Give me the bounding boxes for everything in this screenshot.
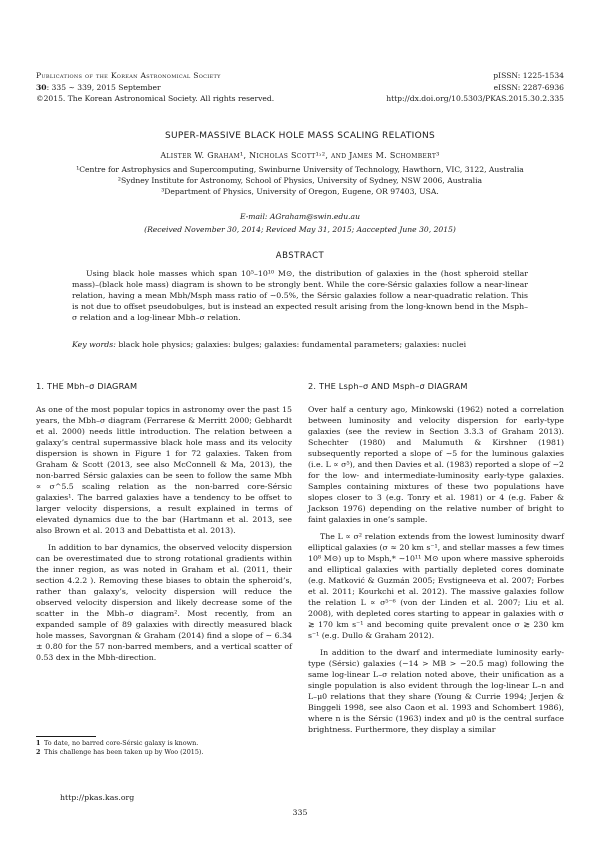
paper-title: SUPER-MASSIVE BLACK HOLE MASS SCALING RELATIONS xyxy=(164,131,436,141)
eissn: eISSN: 2287-6936 xyxy=(493,82,564,92)
affiliation-2: ²Sydney Institute for Astronomy, School of Physics, University of Sydney, NSW 2006, Australia xyxy=(117,176,483,185)
received-dates: (Received November 30, 2014; Reviced May 31, 2015; Aaccepted June 30, 2015) xyxy=(144,225,456,234)
keywords-text: black hole physics; galaxies: bulges; galaxies: fundamental parameters; galaxies: nuclei xyxy=(118,340,467,349)
affiliation-3: ³Department of Physics, University of Oregon, Eugene, OR 97403, USA. xyxy=(161,187,439,196)
footnote-1-text: To date, no barred core-Sérsic galaxy is known. xyxy=(44,739,199,747)
section-1-paragraph-2: In addition to bar dynamics, the observed velocity dispersion can be overestimated due to strong rotational gradients within the inner region, as was noted in Graham et al. (2011, their section 4.2.2 ). Removing these biases to obtain the spheroid’s, rather than galaxy’s, velocity dispersion will reduce the observed velocity dispersion and likely decrease some of the scatter in the Mbh–σ diagram². Most recently, from an expanded sample of 89 galaxies with directly measured black hole masses, Savorgnan & Graham (2014) find a slope of ∼ 6.34 ± 0.80 for the 57 non-barred members, and a vertical scatter of 0.53 dex in the Mbh-direction. xyxy=(36,543,292,662)
section-2-paragraph-3: In addition to the dwarf and intermediate luminosity early-type (Sérsic) galaxies (−14 > MB > −20.5 mag) following the same log-linear L–σ relation noted above, their unification as a single population is also evident through the log-linear L–n and L–μ0 relations that they share (Young & Currie 1994; Jerjen & Binggeli 1998, see also Caon et al. 1993 and Schombert 1986), where n is the Sérsic (1963) index and μ0 is the central surface brightness. Furthermore, they display a similar xyxy=(308,648,564,734)
footnote-2-text: This challenge has been taken up by Woo (2015). xyxy=(44,747,204,756)
journal-volume xyxy=(36,82,274,94)
affiliations xyxy=(0,164,600,197)
abstract-heading: ABSTRACT xyxy=(275,251,325,261)
footnote-2-number: 2 xyxy=(36,747,41,756)
email: E-mail: AGraham@swin.edu.au xyxy=(240,212,360,221)
footnote-1 xyxy=(36,739,292,748)
left-column xyxy=(36,381,292,669)
section-1-heading: 1. THE Mbh–σ DIAGRAM xyxy=(36,381,138,391)
volume-number: 30 xyxy=(36,82,47,92)
section-2-heading: 2. THE Lsph–σ AND Msph–σ DIAGRAM xyxy=(308,381,468,391)
journal-header xyxy=(36,70,274,105)
abstract-text: Using black hole masses which span 10⁵–10¹⁰ M⊙, the distribution of galaxies in the (host spheroid stellar mass)–(black hole mass) diagram is shown to be strongly bent. While the core-Sérsic galaxies follow a near-linear relation, having a mean Mbh/Msph mass ratio of ∼0.5%, the Sérsic galaxies follow a near-quadratic relation. This is not due to offset pseudobulges, but is instead an expected result arising from the long-known bend in the Msph–σ relation and a log-linear Mbh–σ relation. xyxy=(72,269,528,323)
footnote-rule xyxy=(36,736,96,737)
pissn: pISSN: 1225-1534 xyxy=(493,71,564,80)
issn-header xyxy=(386,70,564,105)
footnote-1-number: 1 xyxy=(36,739,41,747)
volume-pages: : 335 ∼ 339, 2015 September xyxy=(46,82,161,92)
affiliation-1: ¹Centre for Astrophysics and Supercomputing, Swinburne University of Technology, Hawthorn, VIC, 3122, Australia xyxy=(76,165,524,174)
right-column xyxy=(308,381,564,741)
page-number: 335 xyxy=(292,808,308,817)
copyright: ©2015. The Korean Astronomical Society. All rights reserved. xyxy=(36,94,275,104)
journal-name: Publications of the Korean Astronomical Society xyxy=(36,71,221,80)
journal-website[interactable]: http://pkas.kas.org xyxy=(60,793,135,802)
section-2-paragraph-1: Over half a century ago, Minkowski (1962) noted a correlation between luminosity and velocity dispersion for early-type galaxies (see the review in Section 3.3.3 of Graham 2013). Schechter (1980) and Malumuth & Kirshner (1981) subsequently reported a slope of ∼5 for the luminous galaxies (i.e. L ∝ σ⁵), and then Davies et al. (1983) reported a slope of ∼2 for the low- and intermediate-luminosity early-type galaxies. Samples containing mixtures of these two populations have slopes closer to 3 (e.g. Tonry et al. 1981) or 4 (e.g. Faber & Jackson 1976) depending on the relative number of bright to faint galaxies in one’s sample. xyxy=(308,405,564,524)
footnotes xyxy=(36,739,292,756)
section-1-paragraph-1: As one of the most popular topics in astronomy over the past 15 years, the Mbh–σ diagram (Ferrarese & Merritt 2000; Gebhardt et al. 2000) needs little introduction. The relation between a galaxy’s central supermassive black hole mass and its velocity dispersion is shown in Figure 1 for 72 galaxies. Taken from Graham & Scott (2013, see also McConnell & Ma, 2013), the non-barred Sérsic galaxies can be seen to follow the same Mbh ∝ σ^5.5 scaling relation as the non-barred core-Sérsic galaxies¹. The barred galaxies have a tendency to be offset to larger velocity dispersions, a result explained in terms of elevated dynamics due to the bar (Hartmann et al. 2013, see also Brown et al. 2013 and Debattista et al. 2013). xyxy=(36,405,292,535)
keywords-label: Key words: xyxy=(72,340,116,349)
authors: Alister W. Graham¹, Nicholas Scott¹˒², and James M. Schombert³ xyxy=(160,151,440,160)
footnote-2 xyxy=(36,748,292,757)
section-2-paragraph-2: The L ∝ σ² relation extends from the lowest luminosity dwarf elliptical galaxies (σ ≈ 20 km s⁻¹, and stellar masses a few times 10⁸ M⊙) up to Msph,* ∼10¹¹ M⊙ upon where massive spheroids and elliptical galaxies with partially depleted cores dominate (e.g. Matković & Guzmán 2005; Evstigneeva et al. 2007; Forbes et al. 2011; Kourkchi et al. 2012). The massive galaxies follow the relation L ∝ σ⁵⁻⁶ (von der Linden et al. 2007; Liu et al. 2008), with depleted cores starting to appear in galaxies with σ ≳ 170 km s⁻¹ and becoming quite prevalent once σ ≳ 230 km s⁻¹ (e.g. Dullo & Graham 2012). xyxy=(308,532,564,640)
keywords xyxy=(72,339,528,350)
doi: http://dx.doi.org/10.5303/PKAS.2015.30.2.335 xyxy=(386,94,564,104)
